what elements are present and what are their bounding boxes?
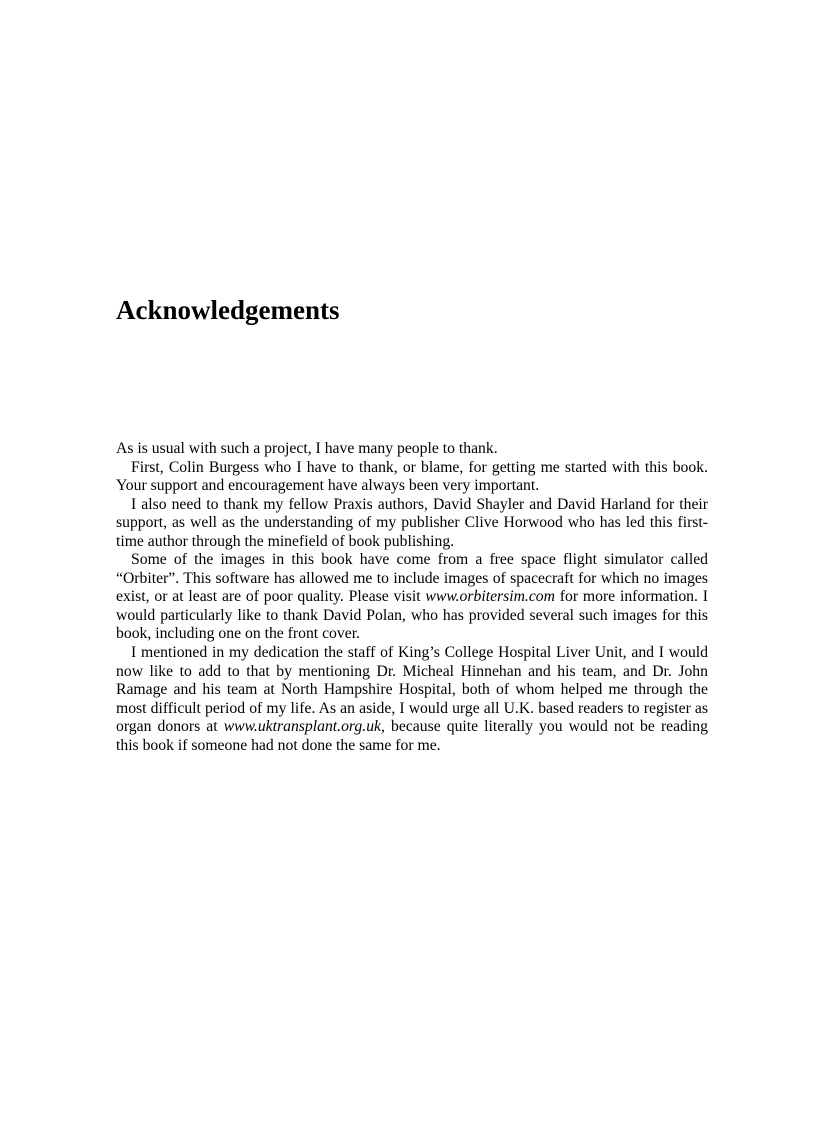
paragraph-dedication-text-end: , because quite literally you would not be reading this book if someone had not done the same for me. [116, 718, 708, 754]
page-title: Acknowledgements [116, 295, 340, 325]
uktransplant-url: www.uktransplant.org.uk [223, 718, 382, 736]
body-text [116, 440, 708, 755]
paragraph-orbiter [116, 551, 708, 644]
paragraph-orbiter-text-start: Some of the images in this book have come from a free space flight simulator called “Orbiter”. This software has allowed me to include images of spacecraft for which no images exist, or at least are of poor quality. Please visit [116, 551, 708, 606]
paragraph-dedication-text-start: I mentioned in my dedication the staff of King’s College Hospital Liver Unit, and I would now like to add to that by mentioning Dr. Micheal Hinnehan and his team, and Dr. John Ramage and his team at North Hampshire Hospital, both of whom helped me through the most difficult period of my life. As an aside, I would urge all U.K. based readers to register as organ donors at [116, 644, 708, 736]
paragraph-intro: As is usual with such a project, I have many people to thank. [116, 440, 498, 457]
paragraph-colin-burgess: First, Colin Burgess who I have to thank, or blame, for getting me started with this book. Your support and encouragement have always been very important. [116, 458, 708, 495]
paragraph-praxis-authors: I also need to thank my fellow Praxis authors, David Shayler and David Harland for their support, as well as the understanding of my publisher Clive Horwood who has led this first-time author through the minefield of book publishing. [116, 495, 708, 550]
paragraph-orbiter-text-end: for more information. I would particularly like to thank David Polan, who has provided several such images for this book, including one on the front cover. [116, 588, 708, 643]
paragraph-dedication [116, 644, 708, 755]
orbitersim-url: www.orbitersim.com [425, 588, 555, 606]
